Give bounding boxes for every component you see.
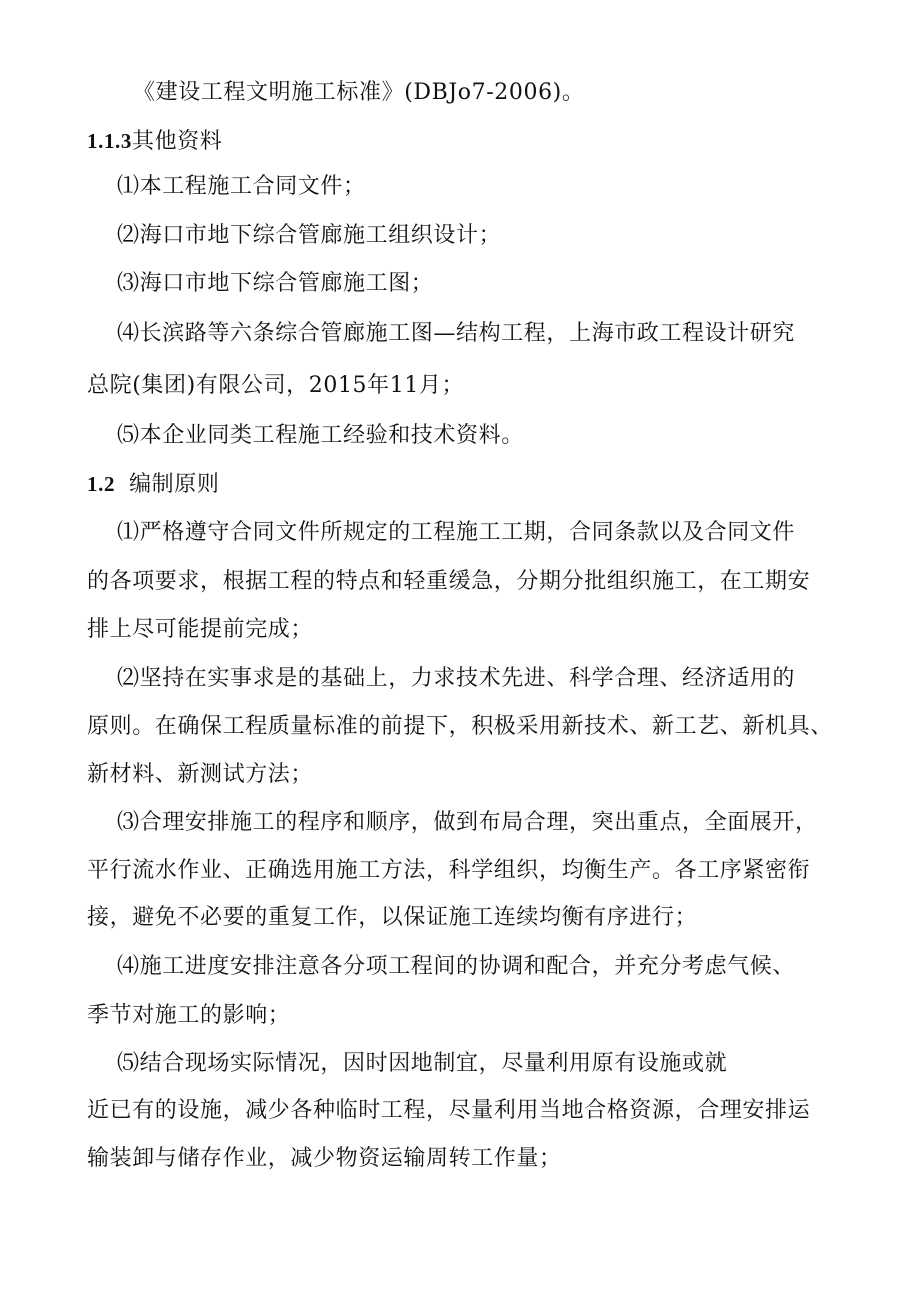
paragraph-line: 季节对施工的影响；	[87, 1003, 291, 1028]
paragraph-line: 新材料、新测试方法；	[87, 762, 314, 787]
section-number: 1.2	[87, 472, 116, 496]
section-heading-principles	[87, 470, 219, 499]
paragraph-line: 平行流水作业、正确选用施工方法，科学组织，均衡生产。各工序紧密衔	[87, 858, 811, 883]
list-item: ⑴本工程施工合同文件；	[117, 174, 366, 199]
paragraph-line: ⑶合理安排施工的程序和顺序，做到布局合理，突出重点，全面展开，	[117, 810, 818, 835]
list-item: ⑷长滨路等六条综合管廊施工图—结构工程，上海市政工程设计研究	[117, 321, 796, 346]
paragraph-line: 输装卸与储存作业，减少物资运输周转工作量；	[87, 1146, 562, 1171]
paragraph-line: ⑵坚持在实事求是的基础上，力求技术先进、科学合理、经济适用的	[117, 666, 796, 691]
paragraph-line: 接，避免不必要的重复工作，以保证施工连续均衡有序进行；	[87, 905, 698, 930]
standard-reference-line: 《建设工程文明施工标准》(DBJo7-2006)。	[133, 80, 585, 105]
paragraph-line: 原则。在确保工程质量标准的前提下，积极采用新技术、新工艺、新机具、	[87, 714, 833, 739]
paragraph-line: ⑷施工进度安排注意各分项工程间的协调和配合，并充分考虑气候、	[117, 954, 796, 979]
paragraph-line: 排上尽可能提前完成；	[87, 617, 314, 642]
paragraph-line: ⑴严格遵守合同文件所规定的工程施工工期，合同条款以及合同文件	[117, 520, 796, 545]
list-item-continuation: 总院(集团)有限公司，2015年11月；	[87, 373, 465, 398]
paragraph-line: 近已有的设施，减少各种临时工程，尽量利用当地合格资源，合理安排运	[87, 1098, 811, 1123]
section-title: 其他资料	[132, 129, 223, 154]
section-title: 编制原则	[129, 472, 220, 497]
list-item: ⑸本企业同类工程施工经验和技术资料。	[117, 423, 524, 448]
paragraph-line: 的各项要求，根据工程的特点和轻重缓急，分期分批组织施工，在工期安	[87, 569, 811, 594]
section-heading-other-materials	[87, 127, 222, 156]
list-item: ⑶海口市地下综合管廊施工图；	[117, 271, 434, 296]
section-number: 1.1.3	[87, 129, 132, 153]
list-item: ⑵海口市地下综合管廊施工组织设计；	[117, 223, 502, 248]
paragraph-line: ⑸结合现场实际情况，因时因地制宜，尽量利用原有设施或就	[117, 1051, 728, 1076]
